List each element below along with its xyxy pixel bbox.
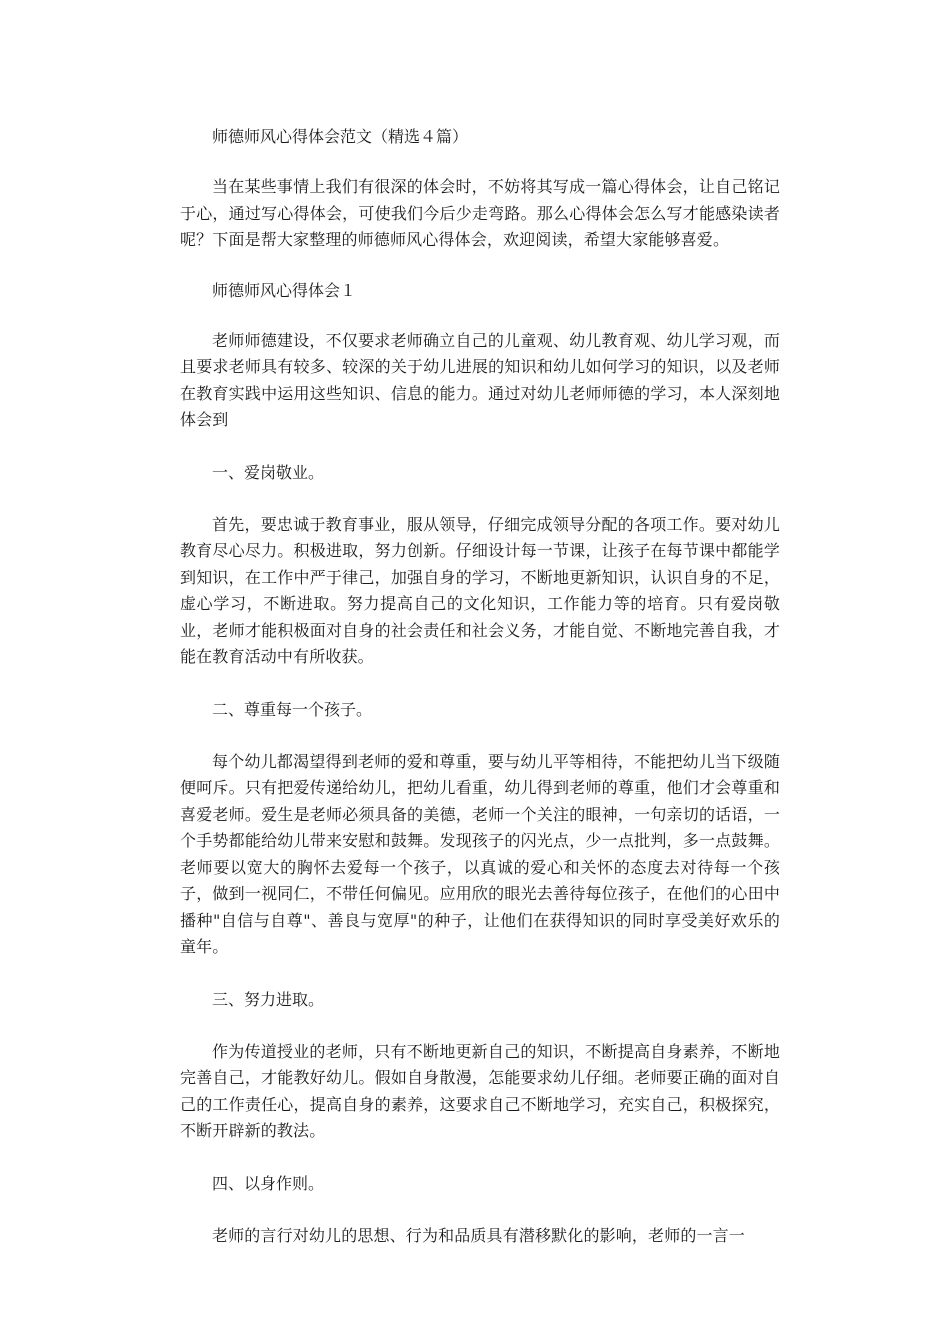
point-heading-4: 四、以身作则。 — [212, 1173, 325, 1193]
point-heading-3: 三、努力进取。 — [212, 989, 325, 1009]
document-body — [180, 124, 780, 1249]
point-body-1: 首先，要忠诚于教育事业，服从领导，仔细完成领导分配的各项工作。要对幼儿教育尽心尽力。积极进取，努力创新。仔细设计每一节课，让孩子在每节课中都能学到知识，在工作中严于律己，加强自身的学习，不断地更新知识，认识自身的不足，虚心学习，不断进取。努力提高自己的文化知识，工作能力等的培育。只有爱岗敬业，老师才能积极面对自身的社会责任和社会义务，才能自觉、不断地完善自我，才能在教育活动中有所收获。 — [180, 514, 780, 666]
point-body-2: 每个幼儿都渴望得到老师的爱和尊重，要与幼儿平等相待，不能把幼儿当下级随便呵斥。只有把爱传递给幼儿，把幼儿看重，幼儿得到老师的尊重，他们才会尊重和喜爱老师。爱生是老师必须具备的美德，老师一个关注的眼神，一句亲切的话语，一个手势都能给幼儿带来安慰和鼓舞。发现孩子的闪光点，少一点批判，多一点鼓舞。老师要以宽大的胸怀去爱每一个孩子，以真诚的爱心和关怀的态度去对待每一个孩子，做到一视同仁，不带任何偏见。应用欣的眼光去善待每位孩子，在他们的心田中播种"自信与自尊"、善良与宽厚"的种子，让他们在获得知识的同时享受美好欢乐的童年。 — [180, 751, 780, 956]
point-heading-1: 一、爱岗敬业。 — [212, 462, 325, 482]
point-body-3: 作为传道授业的老师，只有不断地更新自己的知识，不断提高自身素养，不断地完善自己，才能教好幼儿。假如自身散漫，怎能要求幼儿仔细。老师要正确的面对自己的工作责任心，提高自身的素养，这要求自己不断地学习，充实自己，积极探究，不断开辟新的教法。 — [180, 1041, 780, 1140]
point-heading-2: 二、尊重每一个孩子。 — [212, 699, 373, 719]
document-title: 师德师风心得体会范文（精选４篇） — [212, 127, 469, 146]
intro-paragraph: 当在某些事情上我们有很深的体会时，不妨将其写成一篇心得体会，让自己铭记于心，通过写心得体会，可使我们今后少走弯路。那么心得体会怎么写才能感染读者呢？下面是帮大家整理的师德师风心得体会，欢迎阅读，希望大家能够喜爱。 — [180, 177, 780, 249]
section-title: 师德师风心得体会１ — [212, 280, 357, 300]
point-body-4: 老师的言行对幼儿的思想、行为和品质具有潜移默化的影响，老师的一言一 — [212, 1225, 745, 1245]
section-intro-paragraph: 老师师德建设，不仅要求老师确立自己的儿童观、幼儿教育观、幼儿学习观，而且要求老师具有较多、较深的关于幼儿进展的知识和幼儿如何学习的知识，以及老师在教育实践中运用这些知识、信息的能力。通过对幼儿老师师德的学习，本人深刻地体会到 — [180, 330, 780, 429]
